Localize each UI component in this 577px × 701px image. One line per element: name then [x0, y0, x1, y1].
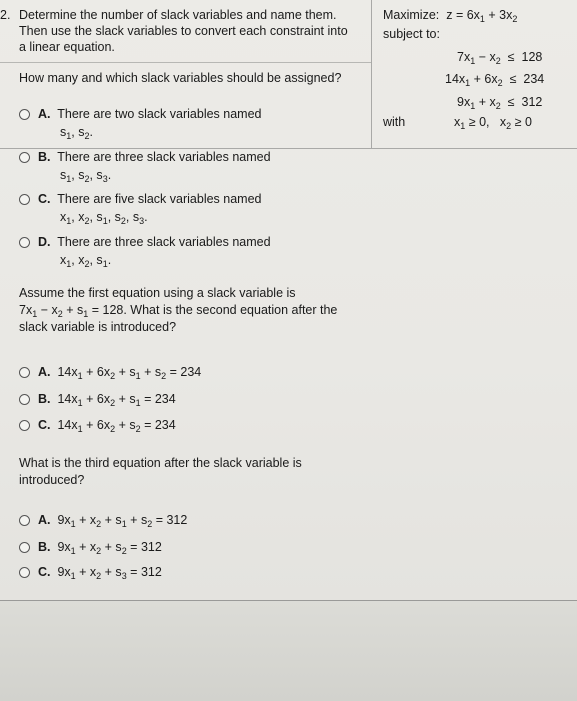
q1-option-c[interactable]	[38, 192, 262, 207]
q1-option-b[interactable]	[38, 150, 271, 165]
q1-option-d[interactable]	[38, 235, 271, 250]
with-label: with	[383, 115, 406, 129]
q2-option-a[interactable]	[38, 365, 201, 380]
header-divider	[0, 148, 577, 149]
q2-option-b[interactable]	[38, 392, 176, 407]
q2-option-a-letter: A.	[38, 365, 51, 379]
objective-label: Maximize:	[383, 8, 440, 22]
q1-option-b-text: There are three slack variables named	[57, 150, 271, 164]
q1-option-c-letter: C.	[38, 192, 51, 206]
q1-option-d-radio[interactable]	[19, 237, 30, 248]
q2-option-a-equation: $14x_1 + 6x_2 + s_1 + s_2 = 234$	[57, 365, 202, 381]
q1-option-c-vars: $x_1$, $x_2$, $s_1$, $s_2$, $s_3$.	[60, 210, 148, 226]
q3-option-a[interactable]	[38, 513, 187, 528]
q2-option-b-equation: $14x_1 + 6x_2 + s_1 = 234$	[57, 392, 176, 408]
q1-option-d-text: There are three slack variables named	[57, 235, 271, 249]
problem-number: 2.	[0, 8, 11, 22]
q3-option-a-radio[interactable]	[19, 515, 30, 526]
q3-option-c[interactable]	[38, 565, 162, 580]
instruction-line-2: Then use the slack variables to convert each constraint into	[19, 24, 348, 38]
q2-prompt-line-3: slack variable is introduced?	[19, 320, 177, 334]
q3-option-b-equation: $9x_1 + x_2 + s_2 = 312$	[57, 540, 162, 556]
q1-option-a-radio[interactable]	[19, 109, 30, 120]
q2-option-c-radio[interactable]	[19, 420, 30, 431]
instruction-line-3: a linear equation.	[19, 40, 115, 54]
q3-prompt-line-1: What is the third equation after the slack variable is	[19, 456, 302, 470]
constraint-1: $7x_1 - x_2 \le 128$	[457, 50, 543, 66]
nonnegativity-constraints: $x_1 \ge 0$, $x_2 \ge 0$	[454, 115, 532, 131]
constraint-3: $9x_1 + x_2 \le 312$	[457, 95, 543, 111]
column-divider	[371, 0, 372, 148]
section-divider	[0, 62, 371, 63]
q3-option-c-letter: C.	[38, 565, 51, 579]
q1-option-a-vars: $s_1$, $s_2$.	[60, 125, 93, 141]
q3-prompt-line-2: introduced?	[19, 473, 85, 487]
q3-option-b[interactable]	[38, 540, 162, 555]
q3-option-c-equation: $9x_1 + x_2 + s_3 = 312$	[57, 565, 162, 581]
q1-option-d-letter: D.	[38, 235, 51, 249]
q3-option-a-letter: A.	[38, 513, 51, 527]
q2-option-c-letter: C.	[38, 418, 51, 432]
q2-prompt-line-2-text: . What is the second equation after the	[123, 303, 338, 317]
q3-option-b-radio[interactable]	[19, 542, 30, 553]
q2-option-c[interactable]	[38, 418, 176, 433]
q1-option-b-radio[interactable]	[19, 152, 30, 163]
q1-prompt: How many and which slack variables should be assigned?	[19, 71, 342, 85]
q1-option-a-letter: A.	[38, 107, 51, 121]
q2-prompt-line-2	[19, 303, 337, 318]
constraint-2: $14x_1 + 6x_2 \le 234$	[445, 72, 545, 88]
q3-option-c-radio[interactable]	[19, 567, 30, 578]
objective-function: $z = 6x_1 + 3x_2$	[442, 8, 518, 24]
q3-option-b-letter: B.	[38, 540, 51, 554]
q2-option-c-equation: $14x_1 + 6x_2 + s_2 = 234$	[57, 418, 176, 434]
q2-first-equation: $7x_1 - x_2 + s_1 = 128$	[19, 303, 124, 319]
q1-option-a-text: There are two slack variables named	[57, 107, 262, 121]
q2-option-b-letter: B.	[38, 392, 51, 406]
q1-option-c-text: There are five slack variables named	[57, 192, 262, 206]
q3-option-a-equation: $9x_1 + x_2 + s_1 + s_2 = 312$	[57, 513, 188, 529]
q2-option-a-radio[interactable]	[19, 367, 30, 378]
objective	[383, 8, 517, 23]
q1-option-b-vars: $s_1$, $s_2$, $s_3$.	[60, 168, 112, 184]
q1-option-c-radio[interactable]	[19, 194, 30, 205]
q1-option-a[interactable]	[38, 107, 262, 122]
subject-to-label: subject to:	[383, 27, 440, 41]
q2-option-b-radio[interactable]	[19, 394, 30, 405]
desk-surface	[0, 600, 577, 701]
q2-prompt-line-1: Assume the first equation using a slack variable is	[19, 286, 296, 300]
instruction-line-1: Determine the number of slack variables and name them.	[19, 8, 337, 22]
q1-option-b-letter: B.	[38, 150, 51, 164]
q1-option-d-vars: $x_1$, $x_2$, $s_1$.	[60, 253, 112, 269]
